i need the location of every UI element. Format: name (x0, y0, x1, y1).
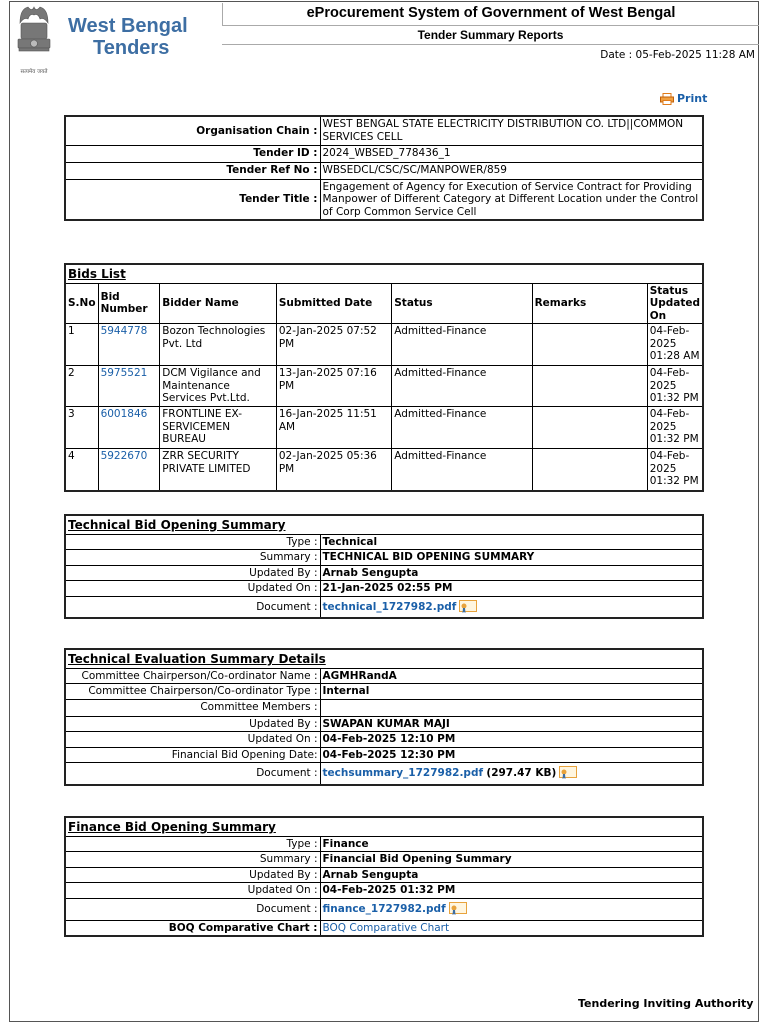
eval-document-link[interactable]: techsummary_1727982.pdf (322, 767, 484, 780)
bid-number-link[interactable]: 5944778 (100, 325, 148, 337)
tech-eval-heading: Technical Evaluation Summary Details (65, 649, 703, 668)
row-sno: 1 (65, 324, 98, 366)
col-status-updated: Status Updated On (647, 283, 703, 324)
tech-summary-value: TECHNICAL BID OPENING SUMMARY (320, 550, 703, 566)
table-row (65, 449, 703, 491)
col-remarks: Remarks (532, 283, 647, 324)
row-bidder-name: Bozon Technologies Pvt. Ltd (160, 324, 277, 366)
fin-updated-by-value: Arnab Sengupta (320, 867, 703, 883)
committee-members-value (320, 699, 703, 716)
eval-updated-by-value: SWAPAN KUMAR MAJI (320, 716, 703, 732)
col-bid-number: Bid Number (98, 283, 160, 324)
org-chain-label: Organisation Chain : (65, 116, 320, 145)
brand-line2: Tenders (93, 37, 170, 59)
table-row (65, 324, 703, 366)
table-row (65, 366, 703, 407)
tech-document-link[interactable]: technical_1727982.pdf (322, 600, 457, 613)
printer-icon (660, 93, 674, 105)
tech-eval-table (64, 648, 704, 786)
table-row (65, 407, 703, 449)
report-subtitle: Tender Summary Reports (417, 28, 564, 42)
tender-id-label: Tender ID : (65, 145, 320, 162)
certificate-icon[interactable] (449, 902, 467, 916)
fin-summary-label: Summary : (65, 852, 320, 868)
row-status-updated: 04-Feb-2025 01:32 PM (647, 449, 703, 491)
committee-members-label: Committee Members : (65, 699, 320, 716)
fin-updated-by-label: Updated By : (65, 867, 320, 883)
eval-document-size: (297.47 KB) (486, 767, 557, 780)
tech-type-label: Type : (65, 534, 320, 550)
certificate-icon[interactable] (559, 766, 577, 780)
eval-updated-by-label: Updated By : (65, 716, 320, 732)
tender-ref-value: WBSEDCL/CSC/SC/MANPOWER/859 (320, 162, 703, 179)
row-remarks (532, 324, 647, 366)
fin-type-value: Finance (320, 836, 703, 852)
tech-type-value: Technical (320, 534, 703, 550)
tender-id-value: 2024_WBSED_778436_1 (320, 145, 703, 162)
fin-document-link[interactable]: finance_1727982.pdf (322, 903, 446, 915)
tender-title-value: Engagement of Agency for Execution of Service Contract for Providing Manpower of Different Category at Different Location under the Control of Corp Common Service Cell (320, 179, 703, 220)
row-sno: 3 (65, 407, 98, 449)
col-submitted-date: Submitted Date (276, 283, 391, 324)
bids-list-heading: Bids List (65, 264, 703, 283)
row-status: Admitted-Finance (392, 324, 532, 366)
row-status: Admitted-Finance (392, 449, 532, 491)
col-bidder-name: Bidder Name (160, 283, 277, 324)
row-status: Admitted-Finance (392, 407, 532, 449)
tech-document-label: Document : (65, 596, 320, 618)
tech-opening-table (64, 514, 704, 619)
report-date: Date : 05-Feb-2025 11:28 AM (600, 49, 755, 61)
eval-updated-on-value: 04-Feb-2025 12:10 PM (320, 732, 703, 748)
org-chain-value: WEST BENGAL STATE ELECTRICITY DISTRIBUTION CO. LTD||COMMON SERVICES CELL (320, 116, 703, 145)
tech-updated-by-value: Arnab Sengupta (320, 565, 703, 581)
col-status: Status (392, 283, 532, 324)
fin-updated-on-value: 04-Feb-2025 01:32 PM (320, 883, 703, 899)
row-status-updated: 04-Feb-2025 01:32 PM (647, 407, 703, 449)
fin-updated-on-label: Updated On : (65, 883, 320, 899)
row-bidder-name: DCM Vigilance and Maintenance Services Pvt.Ltd. (160, 366, 277, 407)
fin-summary-value: Financial Bid Opening Summary (320, 852, 703, 868)
eval-updated-on-label: Updated On : (65, 732, 320, 748)
bid-number-link[interactable]: 5922670 (100, 450, 148, 462)
tech-summary-label: Summary : (65, 550, 320, 566)
row-sno: 2 (65, 366, 98, 407)
tender-info-table (64, 115, 704, 221)
finance-opening-table (64, 816, 704, 937)
chair-type-value: Internal (320, 684, 703, 700)
bid-number-link[interactable]: 6001846 (100, 408, 148, 420)
tender-ref-label: Tender Ref No : (65, 162, 320, 179)
boq-chart-link[interactable]: BOQ Comparative Chart (322, 921, 450, 934)
print-button[interactable] (660, 92, 707, 105)
tech-updated-by-label: Updated By : (65, 565, 320, 581)
fin-opening-date-value: 04-Feb-2025 12:30 PM (320, 747, 703, 763)
tendering-authority: Tendering Inviting Authority (578, 997, 754, 1010)
row-submitted-date: 13-Jan-2025 07:16 PM (276, 366, 391, 407)
row-status: Admitted-Finance (392, 366, 532, 407)
row-remarks (532, 366, 647, 407)
tender-title-label: Tender Title : (65, 179, 320, 220)
row-status-updated: 04-Feb-2025 01:28 AM (647, 324, 703, 366)
emblem-caption: सत्यमेव जयते (20, 69, 48, 75)
bid-number-link[interactable]: 5975521 (100, 367, 148, 379)
row-bidder-name: FRONTLINE EX-SERVICEMEN BUREAU (160, 407, 277, 449)
fin-type-label: Type : (65, 836, 320, 852)
chair-name-label: Committee Chairperson/Co-ordinator Name : (65, 668, 320, 684)
col-sno: S.No (65, 283, 98, 324)
finance-opening-heading: Finance Bid Opening Summary (65, 817, 703, 836)
chair-name-value: AGMHRandA (320, 668, 703, 684)
print-label: Print (677, 92, 708, 105)
row-remarks (532, 407, 647, 449)
tech-updated-on-label: Updated On : (65, 581, 320, 597)
row-submitted-date: 02-Jan-2025 05:36 PM (276, 449, 391, 491)
brand-logo[interactable] (68, 15, 188, 59)
tech-opening-heading: Technical Bid Opening Summary (65, 515, 703, 534)
page-title: eProcurement System of Government of West Bengal (222, 3, 759, 26)
fin-opening-date-label: Financial Bid Opening Date: (65, 747, 320, 763)
certificate-icon[interactable] (459, 600, 477, 614)
chair-type-label: Committee Chairperson/Co-ordinator Type : (65, 684, 320, 700)
boq-chart-label: BOQ Comparative Chart : (65, 920, 320, 936)
row-sno: 4 (65, 449, 98, 491)
row-bidder-name: ZRR SECURITY PRIVATE LIMITED (160, 449, 277, 491)
bids-list-table (64, 263, 704, 492)
row-remarks (532, 449, 647, 491)
fin-document-label: Document : (65, 898, 320, 920)
brand-line1: West Bengal (68, 15, 188, 37)
row-submitted-date: 02-Jan-2025 07:52 PM (276, 324, 391, 366)
state-emblem-icon (12, 3, 56, 75)
row-submitted-date: 16-Jan-2025 11:51 AM (276, 407, 391, 449)
row-status-updated: 04-Feb-2025 01:32 PM (647, 366, 703, 407)
tech-updated-on-value: 21-Jan-2025 02:55 PM (320, 581, 703, 597)
eval-document-label: Document : (65, 763, 320, 785)
header-divider (222, 44, 759, 45)
